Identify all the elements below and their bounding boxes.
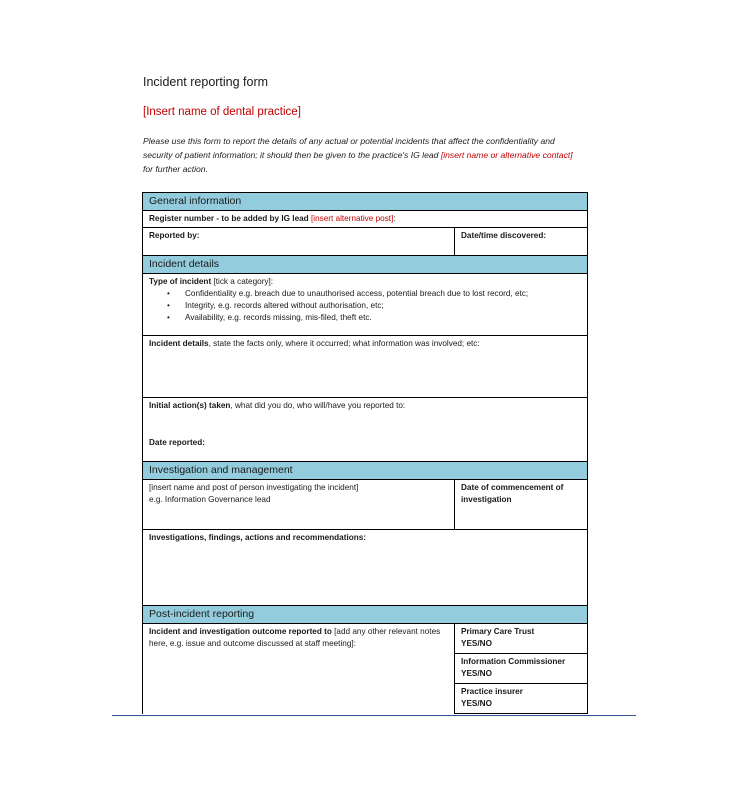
pct-label: Primary Care Trust: [461, 627, 535, 636]
intro-paragraph: [143, 134, 583, 176]
incident-type-field[interactable]: [143, 274, 588, 336]
category-label: Confidentiality e.g. breach due to unauthorised access, potential breach due to lost record, etc;: [185, 289, 529, 298]
register-number-field[interactable]: [143, 211, 588, 228]
ico-label: Information Commissioner: [461, 657, 566, 666]
incident-type-label: Type of incident: [149, 277, 214, 286]
investigator-example: e.g. Information Governance lead: [149, 495, 271, 504]
insurer-field[interactable]: [455, 684, 588, 714]
register-colon: :: [393, 214, 396, 223]
outcome-hint: [add any other relevant notes here, e.g. issue and outcome discussed at staff meeting]:: [149, 627, 441, 648]
incident-details-label: Incident details: [149, 339, 209, 348]
incident-details-header: Incident details: [143, 256, 588, 274]
commencement-date-field[interactable]: Date of commencement of investigation: [455, 480, 588, 530]
outcome-reported-field[interactable]: [143, 624, 455, 714]
bullet-icon: •: [167, 289, 170, 298]
date-reported-label: Date reported:: [149, 438, 205, 447]
form-title: Incident reporting form: [143, 75, 269, 89]
incident-details-field[interactable]: [143, 336, 588, 398]
investigation-header: Investigation and management: [143, 462, 588, 480]
investigator-placeholder: [insert name and post of person investigating the incident]: [149, 483, 359, 492]
bullet-icon: •: [167, 313, 170, 322]
outcome-label: Incident and investigation outcome reported to: [149, 627, 335, 636]
incident-form: [142, 192, 587, 714]
incident-category-list: [149, 288, 581, 324]
bullet-icon: •: [167, 301, 170, 310]
reported-by-field[interactable]: Reported by:: [143, 228, 455, 256]
intro-text-2: for further action.: [143, 164, 208, 174]
category-availability[interactable]: [167, 312, 581, 324]
practice-name-placeholder: [Insert name of dental practice]: [143, 106, 301, 118]
pct-answer[interactable]: YES/NO: [461, 639, 492, 648]
register-number-label: Register number - to be added by IG lead: [149, 214, 311, 223]
category-label: Availability, e.g. records missing, mis-filed, theft etc.: [185, 313, 372, 322]
intro-contact-placeholder: [insert name or alternative contact]: [440, 150, 573, 160]
incident-details-hint: , state the facts only, where it occurred; what information was involved; etc:: [208, 339, 480, 348]
pct-field[interactable]: [455, 624, 588, 654]
register-placeholder: [insert alternative post]: [310, 214, 394, 223]
initial-action-hint: , what did you do, who will/have you reported to:: [230, 401, 406, 410]
category-integrity[interactable]: [167, 300, 581, 312]
initial-action-field[interactable]: [143, 398, 588, 462]
general-info-header: General information: [143, 193, 588, 211]
post-incident-header: Post-incident reporting: [143, 606, 588, 624]
insurer-label: Practice insurer: [461, 687, 523, 696]
incident-type-hint: [tick a category]:: [213, 277, 274, 286]
ico-field[interactable]: [455, 654, 588, 684]
ico-answer[interactable]: YES/NO: [461, 669, 492, 678]
category-confidentiality[interactable]: [167, 288, 581, 300]
category-label: Integrity, e.g. records altered without authorisation, etc;: [185, 301, 384, 310]
page-bottom-rule: [112, 715, 636, 716]
findings-field[interactable]: Investigations, findings, actions and recommendations:: [143, 530, 588, 606]
date-discovered-field[interactable]: Date/time discovered:: [455, 228, 588, 256]
insurer-answer[interactable]: YES/NO: [461, 699, 492, 708]
form-table: [142, 192, 588, 714]
investigator-field[interactable]: [143, 480, 455, 530]
initial-action-label: Initial action(s) taken: [149, 401, 231, 410]
intro-text-1: Please use this form to report the details of any actual or potential incidents that affect the confidentiality and security of patient information; it should then be given to the practice's IG lead: [143, 136, 555, 160]
